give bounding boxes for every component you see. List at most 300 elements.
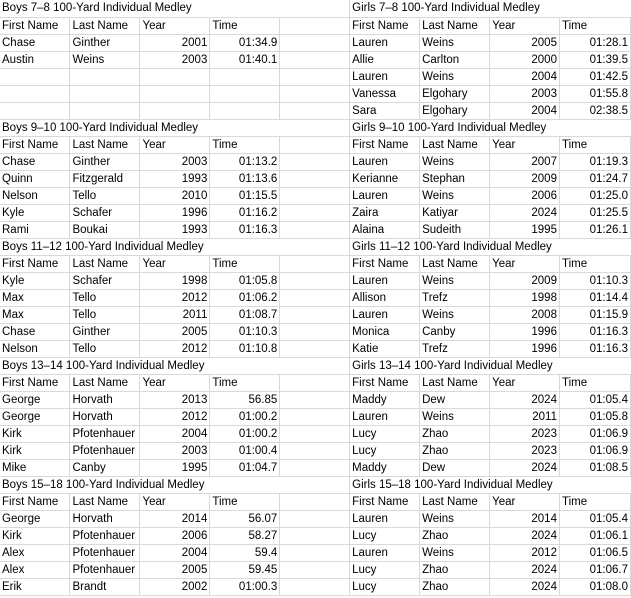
data-cell[interactable]: Pfotenhauer [70,527,140,544]
section-title-cell[interactable]: Girls 7–8 100-Yard Individual Medley [350,0,631,17]
column-header-cell[interactable]: Time [210,17,280,34]
data-cell[interactable]: 1993 [140,221,210,238]
data-cell[interactable]: 2004 [140,544,210,561]
data-cell[interactable]: 01:10.8 [210,340,280,357]
spacer-cell[interactable] [280,442,350,459]
data-cell[interactable]: 2009 [490,272,560,289]
data-cell[interactable]: Vanessa [350,85,420,102]
spacer-cell[interactable] [280,408,350,425]
column-header-cell[interactable]: First Name [350,17,420,34]
data-cell[interactable]: Canby [70,459,140,476]
column-header-cell[interactable]: Year [490,374,560,391]
data-cell[interactable]: Carlton [420,51,490,68]
column-header-cell[interactable]: Time [559,136,630,153]
data-cell[interactable]: 01:06.9 [559,442,630,459]
data-cell[interactable]: 01:13.6 [210,170,280,187]
spacer-cell[interactable] [280,187,350,204]
section-title-cell[interactable]: Girls 9–10 100-Yard Individual Medley [350,119,631,136]
data-cell[interactable]: 01:10.3 [559,272,630,289]
data-cell[interactable]: Lucy [350,561,420,578]
data-cell[interactable]: Erik [0,578,70,595]
data-cell[interactable]: Kirk [0,425,70,442]
data-cell[interactable]: 2005 [140,561,210,578]
column-header-cell[interactable]: Last Name [70,374,140,391]
data-cell[interactable]: 2004 [140,425,210,442]
data-cell[interactable]: 01:05.8 [210,272,280,289]
data-cell[interactable]: 01:08.7 [210,306,280,323]
data-cell[interactable]: 2014 [490,510,560,527]
data-cell[interactable]: Lauren [350,68,420,85]
data-cell[interactable]: 2000 [490,51,560,68]
data-cell[interactable]: 01:25.5 [559,204,630,221]
data-cell[interactable]: 2003 [140,153,210,170]
data-cell[interactable]: Max [0,306,70,323]
data-cell[interactable]: 01:24.7 [559,170,630,187]
column-header-row [0,493,631,510]
data-cell[interactable] [210,85,280,102]
data-cell[interactable]: 2005 [140,323,210,340]
spacer-cell[interactable] [280,527,350,544]
spacer-cell[interactable] [280,561,350,578]
data-cell[interactable]: 2023 [490,442,560,459]
data-cell[interactable]: Zaira [350,204,420,221]
data-cell[interactable]: 1996 [490,340,560,357]
section-title-row [0,476,631,493]
data-cell[interactable]: Chase [0,323,70,340]
spacer-cell[interactable] [280,306,350,323]
data-cell[interactable]: 2009 [490,170,560,187]
data-cell[interactable]: 01:06.1 [559,527,630,544]
data-cell[interactable]: Lauren [350,187,420,204]
table-row [0,289,631,306]
data-cell[interactable]: Zhao [420,425,490,442]
column-header-cell[interactable]: Year [140,255,210,272]
column-header-row [0,374,631,391]
data-cell[interactable]: 01:05.4 [559,510,630,527]
data-cell[interactable]: 01:00.2 [210,425,280,442]
data-cell[interactable]: 2012 [490,544,560,561]
data-cell[interactable]: 01:55.8 [559,85,630,102]
data-cell[interactable]: 2007 [490,153,560,170]
data-cell[interactable]: 1996 [490,323,560,340]
data-cell[interactable]: 2024 [490,459,560,476]
data-cell[interactable]: Rami [0,221,70,238]
column-header-cell[interactable]: First Name [350,136,420,153]
data-cell[interactable]: Lauren [350,153,420,170]
data-cell[interactable]: Ginther [70,323,140,340]
data-cell[interactable]: Chase [0,34,70,51]
data-cell[interactable]: Lauren [350,544,420,561]
data-cell[interactable]: 56.85 [210,391,280,408]
data-cell[interactable]: 01:00.4 [210,442,280,459]
data-cell[interactable]: Lauren [350,306,420,323]
data-cell[interactable]: 01:39.5 [559,51,630,68]
data-cell[interactable] [0,85,70,102]
table-row [0,85,631,102]
data-cell[interactable]: Schafer [70,272,140,289]
data-cell[interactable]: 2024 [490,578,560,595]
data-cell[interactable]: George [0,408,70,425]
data-cell[interactable]: Allie [350,51,420,68]
data-cell[interactable]: Kyle [0,272,70,289]
spacer-cell[interactable] [280,289,350,306]
data-cell[interactable]: 2001 [140,34,210,51]
data-cell[interactable]: 2003 [140,51,210,68]
data-cell[interactable]: Kirk [0,527,70,544]
table-row [0,102,631,119]
data-cell[interactable]: 01:40.1 [210,51,280,68]
column-header-cell[interactable]: First Name [350,255,420,272]
data-cell[interactable]: 01:16.3 [559,340,630,357]
column-header-cell[interactable]: Time [559,493,630,510]
data-cell[interactable]: Tello [70,289,140,306]
table-row [0,323,631,340]
spacer-cell[interactable] [280,85,350,102]
spacer-cell[interactable] [280,459,350,476]
data-cell[interactable]: 2011 [140,306,210,323]
data-cell[interactable]: 1993 [140,170,210,187]
spacer-cell[interactable] [280,34,350,51]
data-cell[interactable]: Alaina [350,221,420,238]
data-cell[interactable]: Weins [420,187,490,204]
spacer-cell[interactable] [280,578,350,595]
section-title-cell[interactable]: Girls 15–18 100-Yard Individual Medley [350,476,631,493]
column-header-cell[interactable]: First Name [0,493,70,510]
column-header-cell[interactable]: Last Name [70,17,140,34]
data-cell[interactable]: Trefz [420,289,490,306]
section-title-cell[interactable]: Boys 9–10 100-Yard Individual Medley [0,119,280,136]
data-cell[interactable]: Horvath [70,510,140,527]
spacer-cell[interactable] [280,153,350,170]
data-cell[interactable] [210,102,280,119]
data-cell[interactable]: 01:00.2 [210,408,280,425]
column-header-cell[interactable]: Year [490,493,560,510]
column-header-cell[interactable]: First Name [350,374,420,391]
column-header-cell[interactable]: First Name [0,255,70,272]
data-cell[interactable]: Pfotenhauer [70,442,140,459]
table-row [0,527,631,544]
section-title-cell[interactable]: Girls 11–12 100-Yard Individual Medley [350,238,631,255]
column-header-cell[interactable]: Last Name [420,374,490,391]
table-row [0,459,631,476]
data-cell[interactable]: 2005 [490,34,560,51]
data-cell[interactable]: Brandt [70,578,140,595]
data-cell[interactable]: Lauren [350,408,420,425]
data-cell[interactable]: Horvath [70,408,140,425]
column-header-row [0,136,631,153]
data-cell[interactable]: 01:42.5 [559,68,630,85]
column-header-cell[interactable]: Last Name [70,493,140,510]
data-cell[interactable]: Lucy [350,425,420,442]
section-title-row [0,238,631,255]
column-header-cell[interactable]: Time [210,374,280,391]
data-cell[interactable]: 56.07 [210,510,280,527]
column-header-cell[interactable]: Year [490,255,560,272]
column-header-cell[interactable]: Time [210,493,280,510]
column-header-cell[interactable]: Last Name [420,255,490,272]
data-cell[interactable]: Max [0,289,70,306]
data-cell[interactable]: Zhao [420,561,490,578]
spacer-cell[interactable] [280,510,350,527]
data-cell[interactable]: Weins [420,153,490,170]
spacer-cell[interactable] [280,340,350,357]
data-cell[interactable]: Weins [420,510,490,527]
data-cell[interactable]: 01:34.9 [210,34,280,51]
column-header-cell[interactable]: Time [559,17,630,34]
table-row [0,34,631,51]
spacer-cell[interactable] [280,238,350,255]
column-header-cell[interactable]: Last Name [420,493,490,510]
data-cell[interactable]: Kirk [0,442,70,459]
section-title-cell[interactable]: Girls 13–14 100-Yard Individual Medley [350,357,631,374]
column-header-cell[interactable]: Year [490,136,560,153]
spacer-cell[interactable] [280,374,350,391]
data-cell[interactable]: Boukai [70,221,140,238]
data-cell[interactable]: Katiyar [420,204,490,221]
spacer-cell[interactable] [280,391,350,408]
data-cell[interactable] [210,68,280,85]
column-header-cell[interactable]: Year [490,17,560,34]
data-cell[interactable]: Schafer [70,204,140,221]
spacer-cell[interactable] [280,357,350,374]
data-cell[interactable]: Pfotenhauer [70,425,140,442]
data-cell[interactable]: 59.4 [210,544,280,561]
data-cell[interactable] [140,85,210,102]
data-cell[interactable]: Maddy [350,459,420,476]
data-cell[interactable]: George [0,510,70,527]
data-cell[interactable]: Nelson [0,340,70,357]
column-header-cell[interactable]: Time [210,136,280,153]
column-header-cell[interactable]: First Name [350,493,420,510]
data-cell[interactable]: Weins [420,68,490,85]
data-cell[interactable]: 1995 [490,221,560,238]
data-cell[interactable]: Ginther [70,153,140,170]
data-cell[interactable]: Tello [70,187,140,204]
data-cell[interactable]: 01:25.0 [559,187,630,204]
data-cell[interactable]: 2012 [140,340,210,357]
data-cell[interactable]: 2003 [490,85,560,102]
spacer-cell[interactable] [280,476,350,493]
data-cell[interactable]: 01:05.4 [559,391,630,408]
spacer-cell[interactable] [280,272,350,289]
data-cell[interactable]: 2003 [140,442,210,459]
column-header-cell[interactable]: First Name [0,374,70,391]
spacer-cell[interactable] [280,493,350,510]
data-cell[interactable]: 59.45 [210,561,280,578]
data-cell[interactable]: Ginther [70,34,140,51]
column-header-cell[interactable]: First Name [0,136,70,153]
data-cell[interactable]: Zhao [420,442,490,459]
data-cell[interactable]: 01:14.4 [559,289,630,306]
data-cell[interactable]: 1996 [140,204,210,221]
data-cell[interactable] [0,102,70,119]
data-cell[interactable]: Elgohary [420,102,490,119]
data-cell[interactable]: 01:06.5 [559,544,630,561]
data-cell[interactable]: Lauren [350,272,420,289]
data-cell[interactable]: Tello [70,306,140,323]
data-cell[interactable]: 1998 [140,272,210,289]
column-header-cell[interactable]: Year [140,17,210,34]
data-cell[interactable]: 2013 [140,391,210,408]
data-cell[interactable]: 2012 [140,408,210,425]
data-cell[interactable]: 01:00.3 [210,578,280,595]
data-cell[interactable]: Austin [0,51,70,68]
data-cell[interactable]: 01:08.5 [559,459,630,476]
spacer-cell[interactable] [280,204,350,221]
data-cell[interactable]: 01:06.7 [559,561,630,578]
data-cell[interactable] [70,68,140,85]
data-cell[interactable]: 01:28.1 [559,34,630,51]
spacer-cell[interactable] [280,425,350,442]
data-cell[interactable] [140,102,210,119]
data-cell[interactable]: George [0,391,70,408]
column-header-cell[interactable]: Year [140,374,210,391]
data-cell[interactable]: Dew [420,459,490,476]
data-cell[interactable]: 01:05.8 [559,408,630,425]
data-cell[interactable]: 2012 [140,289,210,306]
data-cell[interactable] [0,68,70,85]
data-cell[interactable]: Nelson [0,187,70,204]
data-cell[interactable]: Sara [350,102,420,119]
column-header-cell[interactable]: Last Name [70,136,140,153]
spacer-cell[interactable] [280,68,350,85]
data-cell[interactable] [70,102,140,119]
data-cell[interactable]: Lucy [350,442,420,459]
data-cell[interactable] [70,85,140,102]
data-cell[interactable] [140,68,210,85]
data-cell[interactable]: Maddy [350,391,420,408]
spacer-cell[interactable] [280,102,350,119]
data-cell[interactable]: Katie [350,340,420,357]
data-cell[interactable]: 01:19.3 [559,153,630,170]
data-cell[interactable]: 02:38.5 [559,102,630,119]
data-cell[interactable]: 2024 [490,204,560,221]
spacer-cell[interactable] [280,255,350,272]
column-header-cell[interactable]: Year [140,136,210,153]
spacer-cell[interactable] [280,170,350,187]
data-cell[interactable]: Lucy [350,527,420,544]
data-cell[interactable]: Weins [70,51,140,68]
spacer-cell[interactable] [280,221,350,238]
data-cell[interactable]: Quinn [0,170,70,187]
column-header-cell[interactable]: First Name [0,17,70,34]
data-cell[interactable]: Tello [70,340,140,357]
column-header-cell[interactable]: Last Name [70,255,140,272]
data-cell[interactable]: 01:16.3 [210,221,280,238]
spacer-cell[interactable] [280,544,350,561]
data-cell[interactable]: Lucy [350,578,420,595]
data-cell[interactable]: 01:13.2 [210,153,280,170]
data-cell[interactable]: Elgohary [420,85,490,102]
spacer-cell[interactable] [280,119,350,136]
data-cell[interactable]: Kerianne [350,170,420,187]
column-header-cell[interactable]: Last Name [420,136,490,153]
data-cell[interactable]: 2024 [490,561,560,578]
data-cell[interactable]: Dew [420,391,490,408]
column-header-cell[interactable]: Time [559,374,630,391]
data-cell[interactable]: Horvath [70,391,140,408]
spacer-cell[interactable] [280,136,350,153]
data-cell[interactable]: Canby [420,323,490,340]
data-cell[interactable]: 2006 [490,187,560,204]
spacer-cell[interactable] [280,51,350,68]
data-cell[interactable]: Fitzgerald [70,170,140,187]
spacer-cell[interactable] [280,323,350,340]
data-cell[interactable]: 2024 [490,391,560,408]
data-cell[interactable]: 2002 [140,578,210,595]
section-title-cell[interactable]: Boys 15–18 100-Yard Individual Medley [0,476,280,493]
section-title-cell[interactable]: Boys 7–8 100-Yard Individual Medley [0,0,280,17]
data-cell[interactable]: 2006 [140,527,210,544]
data-cell[interactable]: Allison [350,289,420,306]
data-cell[interactable]: Alex [0,561,70,578]
data-cell[interactable]: Monica [350,323,420,340]
data-cell[interactable]: 58.27 [210,527,280,544]
data-cell[interactable]: 2004 [490,102,560,119]
data-cell[interactable]: Weins [420,544,490,561]
data-cell[interactable]: 2010 [140,187,210,204]
data-cell[interactable]: Weins [420,408,490,425]
data-cell[interactable]: Weins [420,34,490,51]
data-cell[interactable]: 1998 [490,289,560,306]
data-cell[interactable]: Sudeith [420,221,490,238]
data-cell[interactable]: 2023 [490,425,560,442]
table-row [0,221,631,238]
data-cell[interactable]: Lauren [350,34,420,51]
data-cell[interactable]: 1995 [140,459,210,476]
data-cell[interactable]: 01:26.1 [559,221,630,238]
data-cell[interactable]: Pfotenhauer [70,544,140,561]
data-cell[interactable]: Zhao [420,527,490,544]
data-cell[interactable]: 01:06.9 [559,425,630,442]
data-cell[interactable]: 2014 [140,510,210,527]
data-cell[interactable]: 2004 [490,68,560,85]
data-cell[interactable]: 2008 [490,306,560,323]
section-title-cell[interactable]: Boys 11–12 100-Yard Individual Medley [0,238,280,255]
data-cell[interactable]: 01:10.3 [210,323,280,340]
data-cell[interactable]: 01:04.7 [210,459,280,476]
data-cell[interactable]: 01:16.3 [559,323,630,340]
spacer-cell[interactable] [280,0,350,17]
data-cell[interactable]: 2024 [490,527,560,544]
data-cell[interactable]: 01:08.0 [559,578,630,595]
table-row [0,204,631,221]
column-header-cell[interactable]: Time [210,255,280,272]
data-cell[interactable]: Weins [420,272,490,289]
column-header-cell[interactable]: Time [559,255,630,272]
data-cell[interactable]: 01:15.9 [559,306,630,323]
data-cell[interactable]: Pfotenhauer [70,561,140,578]
data-cell[interactable]: Lauren [350,510,420,527]
data-cell[interactable]: Mike [0,459,70,476]
section-title-cell[interactable]: Boys 13–14 100-Yard Individual Medley [0,357,280,374]
column-header-cell[interactable]: Last Name [420,17,490,34]
spacer-cell[interactable] [280,17,350,34]
data-cell[interactable]: Weins [420,306,490,323]
data-cell[interactable]: 01:15.5 [210,187,280,204]
data-cell[interactable]: Trefz [420,340,490,357]
table-row [0,306,631,323]
data-cell[interactable]: Alex [0,544,70,561]
data-cell[interactable]: 2011 [490,408,560,425]
data-cell[interactable]: Stephan [420,170,490,187]
data-cell[interactable]: 01:06.2 [210,289,280,306]
data-cell[interactable]: 01:16.2 [210,204,280,221]
column-header-cell[interactable]: Year [140,493,210,510]
data-cell[interactable]: Chase [0,153,70,170]
data-cell[interactable]: Kyle [0,204,70,221]
data-cell[interactable]: Zhao [420,578,490,595]
